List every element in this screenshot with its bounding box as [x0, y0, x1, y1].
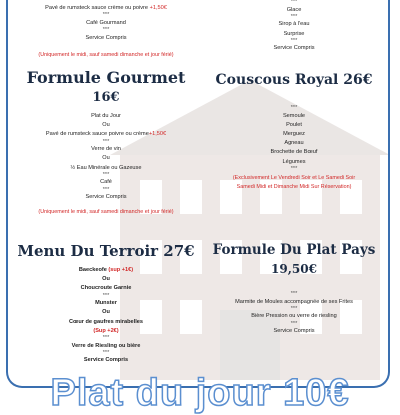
formule-plat-pays-section [202, 240, 386, 336]
menu-du-terroir-section [14, 240, 198, 366]
menu-line: Service Compris [273, 45, 315, 52]
menu-line: Baeckeofe (sup +1€) [78, 267, 134, 273]
separator: *** [102, 335, 110, 342]
top-right-section [202, 0, 386, 54]
menu-line: Agneau [284, 140, 304, 147]
menu-line: Café Gourmand [86, 19, 126, 26]
menu-line: Surprise [283, 30, 305, 37]
menu-line: Cœur de gaufres mirabelles [69, 318, 143, 325]
menu-line: Choucroute Garnie [80, 285, 132, 292]
menu-line: Verre de Riesling ou bière [71, 342, 141, 349]
top-left-section [14, 4, 198, 60]
plat-du-jour-banner: Plat du jour 10€ [50, 372, 350, 414]
menu-line: Service Compris [83, 357, 129, 364]
menu-line: Pavé de rumsteck sauce crème ou poivre +1,50€ [45, 5, 167, 11]
formule-gourmet-section [14, 68, 198, 217]
menu-line: Plat du Jour [91, 113, 121, 119]
menu-line: Marmite de Moules accompagnée de ses Frites [235, 298, 353, 305]
menu-line: Service Compris [85, 34, 127, 41]
menu-line: Café [100, 179, 112, 186]
menu-line: Service Compris [273, 328, 315, 335]
menu-line: Ou [102, 155, 110, 162]
menu-line: Légumes [282, 158, 306, 165]
menu-line: (Sup +2€) [93, 327, 119, 334]
availability-note: Samedi Midi et Dimanche Midi Sur Réservation) [236, 184, 352, 191]
separator: *** [290, 305, 298, 312]
separator: *** [102, 12, 110, 19]
separator: *** [102, 292, 110, 299]
menu-line: Poulet [286, 121, 302, 128]
separator: *** [290, 291, 298, 297]
availability-note: (Uniquement le midi, sauf samedi dimanche et jour férié) [38, 51, 174, 58]
section-title: Menu Du Terroir 27€ [17, 242, 195, 260]
menu-line: Ou [102, 122, 110, 129]
separator: *** [102, 349, 110, 356]
separator: *** [102, 186, 110, 193]
availability-note: (Uniquement le midi, sauf samedi dimanche et jour férié) [38, 209, 174, 216]
section-title: Formule Gourmet [26, 68, 186, 87]
menu-line: Glace [286, 6, 302, 13]
separator: *** [102, 138, 110, 145]
menu-line: Pavé de rumsteck sauce poivre ou crème+1,50€ [45, 131, 167, 138]
separator: *** [290, 320, 298, 327]
section-title: Couscous Royal 26€ [215, 72, 373, 88]
section-price: 16€ [92, 90, 120, 105]
menu-line: Semoule [282, 112, 306, 119]
availability-note: (Exclusivement Le Vendredi Soir et Le Samedi Soir [232, 175, 356, 182]
section-title: Formule Du Plat Pays [212, 242, 376, 258]
separator: *** [290, 165, 298, 172]
menu-line: Sirop à l'eau [278, 21, 310, 28]
menu-line: ½ Eau Minérale ou Gazeuse [70, 164, 142, 171]
menu-line: Bière Pression ou verre de riesling [251, 313, 337, 320]
couscous-royal-section [202, 70, 386, 192]
menu-line: Service Compris [85, 194, 127, 201]
separator: *** [290, 0, 298, 5]
menu-line: Merguez [283, 131, 305, 137]
separator: *** [102, 171, 110, 178]
separator: *** [290, 37, 298, 44]
separator: *** [290, 105, 298, 111]
separator: *** [290, 13, 298, 20]
section-price: 19,50€ [271, 262, 317, 276]
separator: *** [102, 27, 110, 33]
menu-line: Verre de vin [91, 146, 121, 153]
menu-line: Brochette de Bœuf [270, 149, 318, 156]
menu-line: Ou [102, 276, 110, 283]
menu-line: Ou [102, 309, 110, 316]
menu-line: Munster [95, 300, 117, 307]
